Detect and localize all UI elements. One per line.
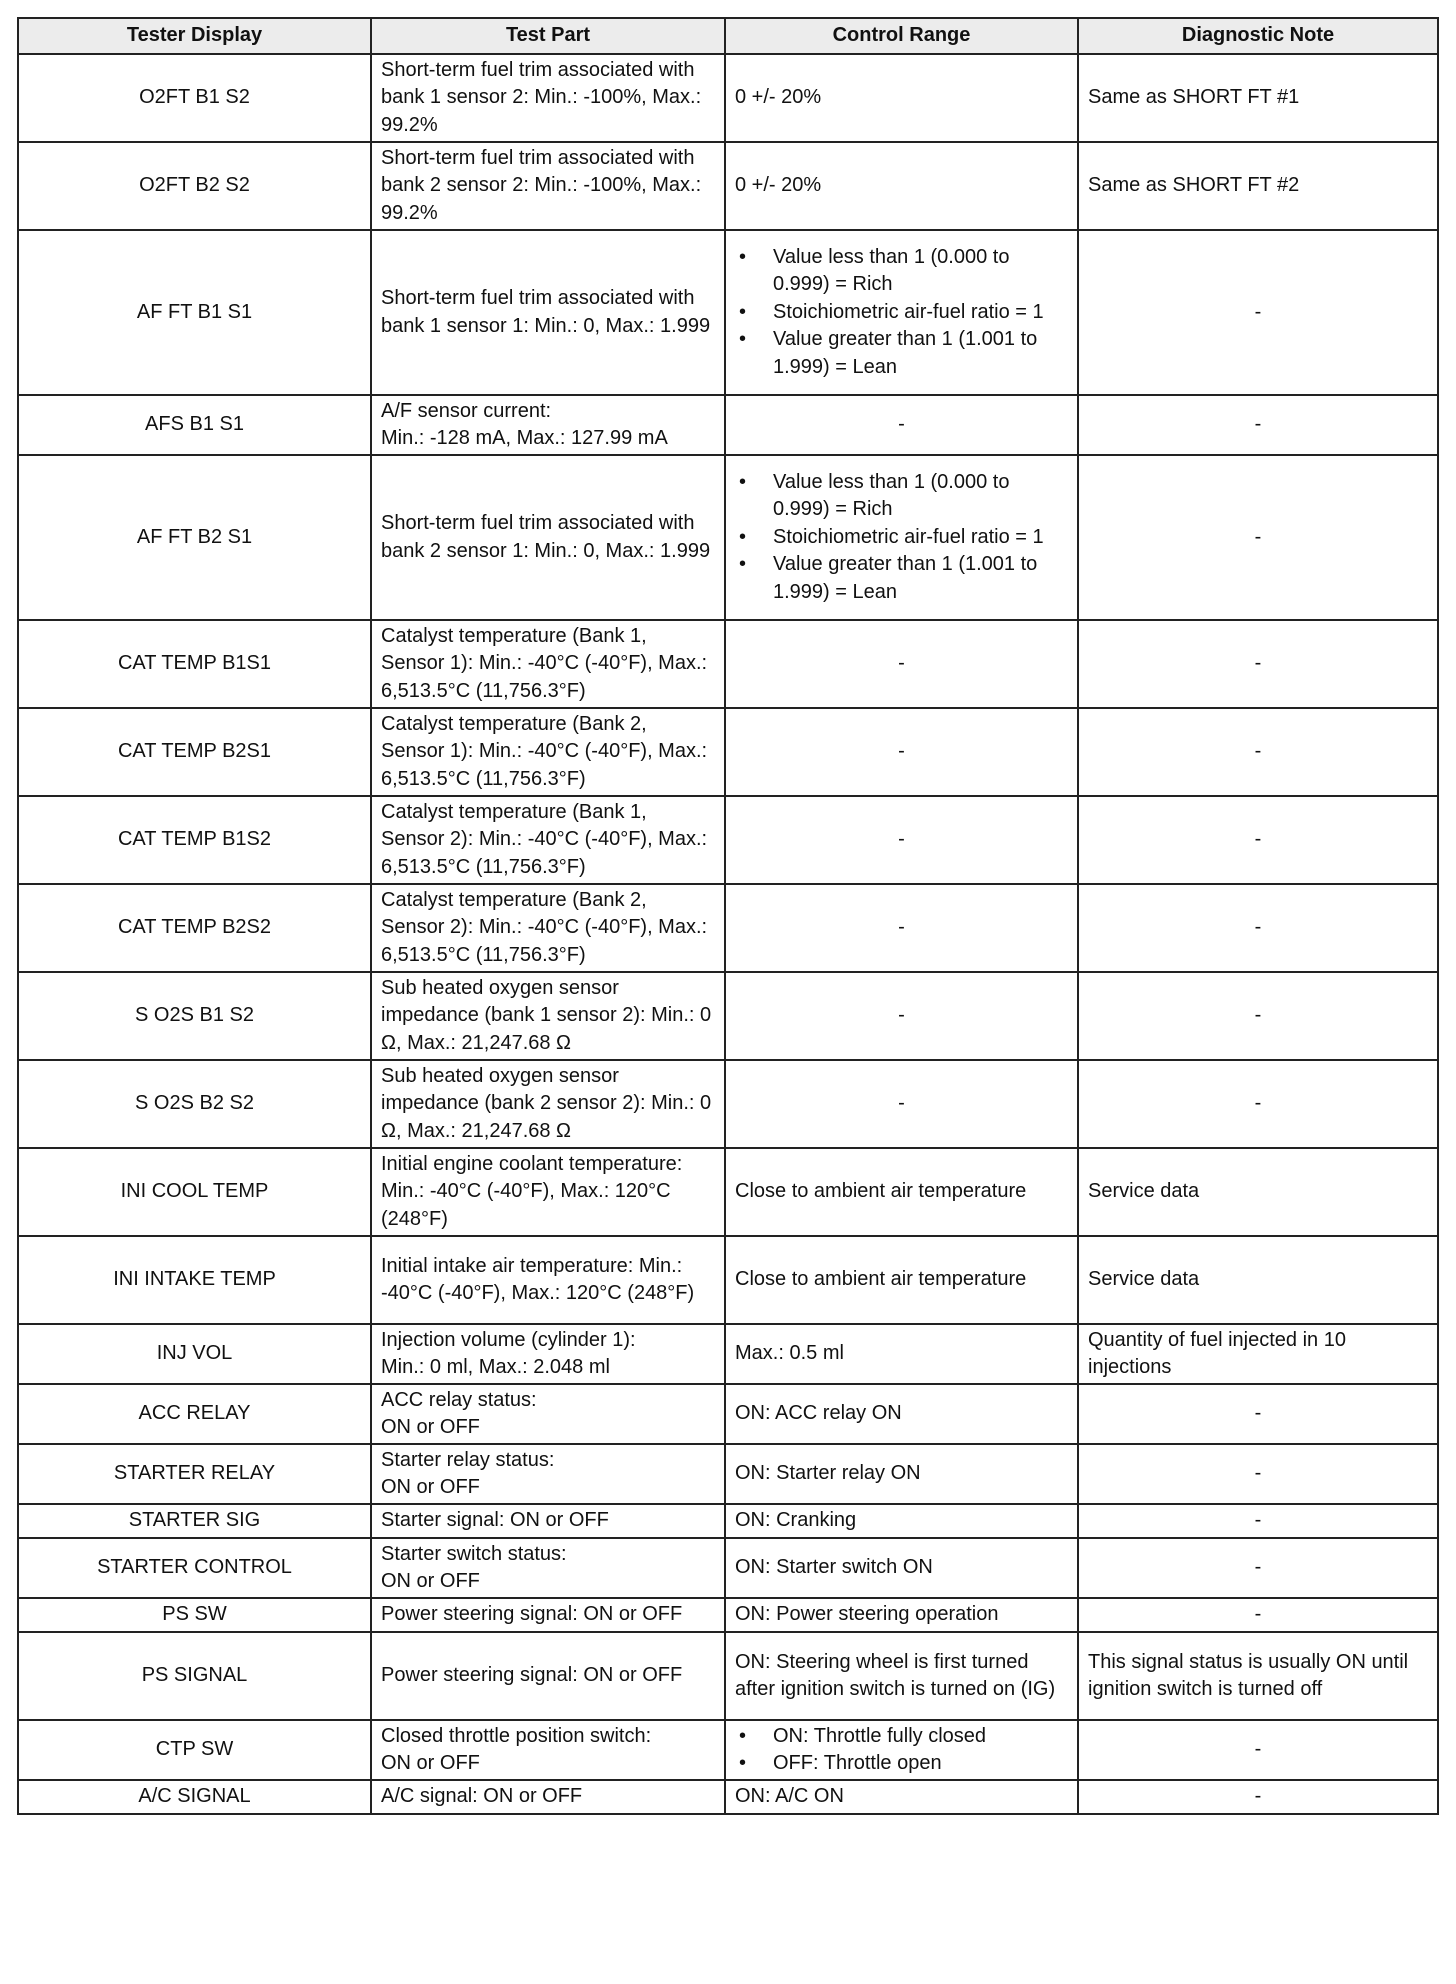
control-range-cell: -	[725, 972, 1078, 1060]
test-part-cell: Short-term fuel trim associated with bank 2 sensor 2: Min.: -100%, Max.: 99.2%	[371, 142, 725, 230]
test-part-cell: Starter signal: ON or OFF	[371, 1504, 725, 1538]
test-part-cell: Catalyst temperature (Bank 2, Sensor 1): Min.: -40°C (-40°F), Max.: 6,513.5°C (11,756.3°F)	[371, 708, 725, 796]
control-range-cell: Close to ambient air temperature	[725, 1236, 1078, 1324]
test-part-cell: Power steering signal: ON or OFF	[371, 1598, 725, 1632]
table-row	[18, 708, 1438, 796]
tester-display-cell: CAT TEMP B1S2	[18, 796, 371, 884]
test-part-cell: Closed throttle position switch: ON or OFF	[371, 1720, 725, 1780]
control-range-cell: -	[725, 620, 1078, 708]
table-row	[18, 54, 1438, 142]
diagnostic-note-cell: Quantity of fuel injected in 10 injections	[1078, 1324, 1438, 1384]
diagnostic-note-cell: Same as SHORT FT #2	[1078, 142, 1438, 230]
test-part-cell: Injection volume (cylinder 1): Min.: 0 ml, Max.: 2.048 ml	[371, 1324, 725, 1384]
list-item: • Stoichiometric air-fuel ratio = 1	[735, 524, 1068, 552]
table-row	[18, 620, 1438, 708]
tester-display-cell: O2FT B2 S2	[18, 142, 371, 230]
tester-display-cell: S O2S B1 S2	[18, 972, 371, 1060]
diagnostic-note-cell: -	[1078, 1538, 1438, 1598]
tester-display-cell: O2FT B1 S2	[18, 54, 371, 142]
test-part-cell: Power steering signal: ON or OFF	[371, 1632, 725, 1720]
test-part-cell: Sub heated oxygen sensor impedance (bank 2 sensor 2): Min.: 0 Ω, Max.: 21,247.68 Ω	[371, 1060, 725, 1148]
diagnostic-note-cell: -	[1078, 1780, 1438, 1814]
diagnostic-note-cell: This signal status is usually ON until ignition switch is turned off	[1078, 1632, 1438, 1720]
control-range-cell: 0 +/- 20%	[725, 142, 1078, 230]
header-diagnostic-note: Diagnostic Note	[1078, 18, 1438, 54]
table-row	[18, 1384, 1438, 1444]
diagnostic-note-cell: -	[1078, 1720, 1438, 1780]
tester-display-cell: STARTER CONTROL	[18, 1538, 371, 1598]
control-range-cell: Close to ambient air temperature	[725, 1148, 1078, 1236]
control-range-cell	[725, 455, 1078, 620]
test-part-cell: Starter relay status: ON or OFF	[371, 1444, 725, 1504]
list-item: • Stoichiometric air-fuel ratio = 1	[735, 299, 1068, 327]
diagnostic-note-cell: -	[1078, 1504, 1438, 1538]
control-range-cell: ON: A/C ON	[725, 1780, 1078, 1814]
test-part-cell: Short-term fuel trim associated with bank 1 sensor 2: Min.: -100%, Max.: 99.2%	[371, 54, 725, 142]
table-row	[18, 1236, 1438, 1324]
list-item: • Value less than 1 (0.000 to 0.999) = Rich	[735, 244, 1068, 299]
tester-display-cell: A/C SIGNAL	[18, 1780, 371, 1814]
table-row	[18, 142, 1438, 230]
test-part-cell: Sub heated oxygen sensor impedance (bank 1 sensor 2): Min.: 0 Ω, Max.: 21,247.68 Ω	[371, 972, 725, 1060]
tester-display-cell: AF FT B1 S1	[18, 230, 371, 395]
diagnostic-note-cell: -	[1078, 708, 1438, 796]
test-part-cell: Initial engine coolant temperature: Min.: -40°C (-40°F), Max.: 120°C (248°F)	[371, 1148, 725, 1236]
test-part-cell: Catalyst temperature (Bank 1, Sensor 2): Min.: -40°C (-40°F), Max.: 6,513.5°C (11,756.3°F)	[371, 796, 725, 884]
table-row	[18, 972, 1438, 1060]
diagnostic-note-cell: -	[1078, 1598, 1438, 1632]
diagnostic-note-cell: Same as SHORT FT #1	[1078, 54, 1438, 142]
table-row	[18, 884, 1438, 972]
header-test-part: Test Part	[371, 18, 725, 54]
control-range-cell: -	[725, 884, 1078, 972]
table-row	[18, 1324, 1438, 1384]
header-control-range: Control Range	[725, 18, 1078, 54]
test-part-cell: Initial intake air temperature: Min.: -40°C (-40°F), Max.: 120°C (248°F)	[371, 1236, 725, 1324]
control-range-cell: ON: ACC relay ON	[725, 1384, 1078, 1444]
control-range-cell: ON: Steering wheel is first turned after ignition switch is turned on (IG)	[725, 1632, 1078, 1720]
table-row	[18, 1504, 1438, 1538]
tester-display-cell: STARTER RELAY	[18, 1444, 371, 1504]
tester-display-cell: AFS B1 S1	[18, 395, 371, 455]
control-range-cell: -	[725, 395, 1078, 455]
control-range-cell: ON: Starter relay ON	[725, 1444, 1078, 1504]
diagnostic-data-table	[17, 17, 1439, 1815]
tester-display-cell: ACC RELAY	[18, 1384, 371, 1444]
tester-display-cell: INJ VOL	[18, 1324, 371, 1384]
control-range-cell: -	[725, 796, 1078, 884]
list-item: • ON: Throttle fully closed	[735, 1723, 1068, 1751]
diagnostic-note-cell: -	[1078, 796, 1438, 884]
control-range-cell: -	[725, 1060, 1078, 1148]
list-item: • Value less than 1 (0.000 to 0.999) = Rich	[735, 469, 1068, 524]
control-range-cell: 0 +/- 20%	[725, 54, 1078, 142]
control-range-cell	[725, 1720, 1078, 1780]
control-range-list	[735, 1723, 1068, 1778]
table-row	[18, 1538, 1438, 1598]
tester-display-cell: CAT TEMP B2S1	[18, 708, 371, 796]
table-row	[18, 395, 1438, 455]
diagnostic-note-cell: -	[1078, 395, 1438, 455]
diagnostic-note-cell: Service data	[1078, 1148, 1438, 1236]
test-part-cell: Starter switch status: ON or OFF	[371, 1538, 725, 1598]
diagnostic-note-cell: Service data	[1078, 1236, 1438, 1324]
test-part-cell: ACC relay status: ON or OFF	[371, 1384, 725, 1444]
diagnostic-note-cell: -	[1078, 972, 1438, 1060]
list-item: • Value greater than 1 (1.001 to 1.999) = Lean	[735, 551, 1068, 606]
tester-display-cell: STARTER SIG	[18, 1504, 371, 1538]
diagnostic-note-cell: -	[1078, 1060, 1438, 1148]
control-range-cell: Max.: 0.5 ml	[725, 1324, 1078, 1384]
control-range-cell: ON: Power steering operation	[725, 1598, 1078, 1632]
table-row	[18, 1444, 1438, 1504]
test-part-cell: A/F sensor current: Min.: -128 mA, Max.: 127.99 mA	[371, 395, 725, 455]
tester-display-cell: PS SIGNAL	[18, 1632, 371, 1720]
table-row	[18, 1060, 1438, 1148]
diagnostic-note-cell: -	[1078, 1384, 1438, 1444]
tester-display-cell: S O2S B2 S2	[18, 1060, 371, 1148]
control-range-list	[735, 244, 1068, 382]
diagnostic-note-cell: -	[1078, 455, 1438, 620]
tester-display-cell: INI COOL TEMP	[18, 1148, 371, 1236]
tester-display-cell: INI INTAKE TEMP	[18, 1236, 371, 1324]
test-part-cell: Catalyst temperature (Bank 2, Sensor 2): Min.: -40°C (-40°F), Max.: 6,513.5°C (11,756.3°F)	[371, 884, 725, 972]
control-range-cell: ON: Cranking	[725, 1504, 1078, 1538]
table-row	[18, 1598, 1438, 1632]
tester-display-cell: CAT TEMP B1S1	[18, 620, 371, 708]
tester-display-cell: CAT TEMP B2S2	[18, 884, 371, 972]
list-item: • OFF: Throttle open	[735, 1750, 1068, 1778]
diagnostic-note-cell: -	[1078, 230, 1438, 395]
table-header-row	[18, 18, 1438, 54]
test-part-cell: Short-term fuel trim associated with bank 1 sensor 1: Min.: 0, Max.: 1.999	[371, 230, 725, 395]
table-row	[18, 1148, 1438, 1236]
table-row	[18, 455, 1438, 620]
header-tester-display: Tester Display	[18, 18, 371, 54]
table-row	[18, 1780, 1438, 1814]
tester-display-cell: CTP SW	[18, 1720, 371, 1780]
control-range-cell	[725, 230, 1078, 395]
table-row	[18, 1632, 1438, 1720]
tester-display-cell: PS SW	[18, 1598, 371, 1632]
table-row	[18, 1720, 1438, 1780]
diagnostic-note-cell: -	[1078, 884, 1438, 972]
table-row	[18, 230, 1438, 395]
table-row	[18, 796, 1438, 884]
diagnostic-note-cell: -	[1078, 1444, 1438, 1504]
test-part-cell: Short-term fuel trim associated with bank 2 sensor 1: Min.: 0, Max.: 1.999	[371, 455, 725, 620]
control-range-cell: -	[725, 708, 1078, 796]
diagnostic-note-cell: -	[1078, 620, 1438, 708]
tester-display-cell: AF FT B2 S1	[18, 455, 371, 620]
test-part-cell: Catalyst temperature (Bank 1, Sensor 1): Min.: -40°C (-40°F), Max.: 6,513.5°C (11,756.3°F)	[371, 620, 725, 708]
list-item: • Value greater than 1 (1.001 to 1.999) = Lean	[735, 326, 1068, 381]
test-part-cell: A/C signal: ON or OFF	[371, 1780, 725, 1814]
control-range-list	[735, 469, 1068, 607]
control-range-cell: ON: Starter switch ON	[725, 1538, 1078, 1598]
